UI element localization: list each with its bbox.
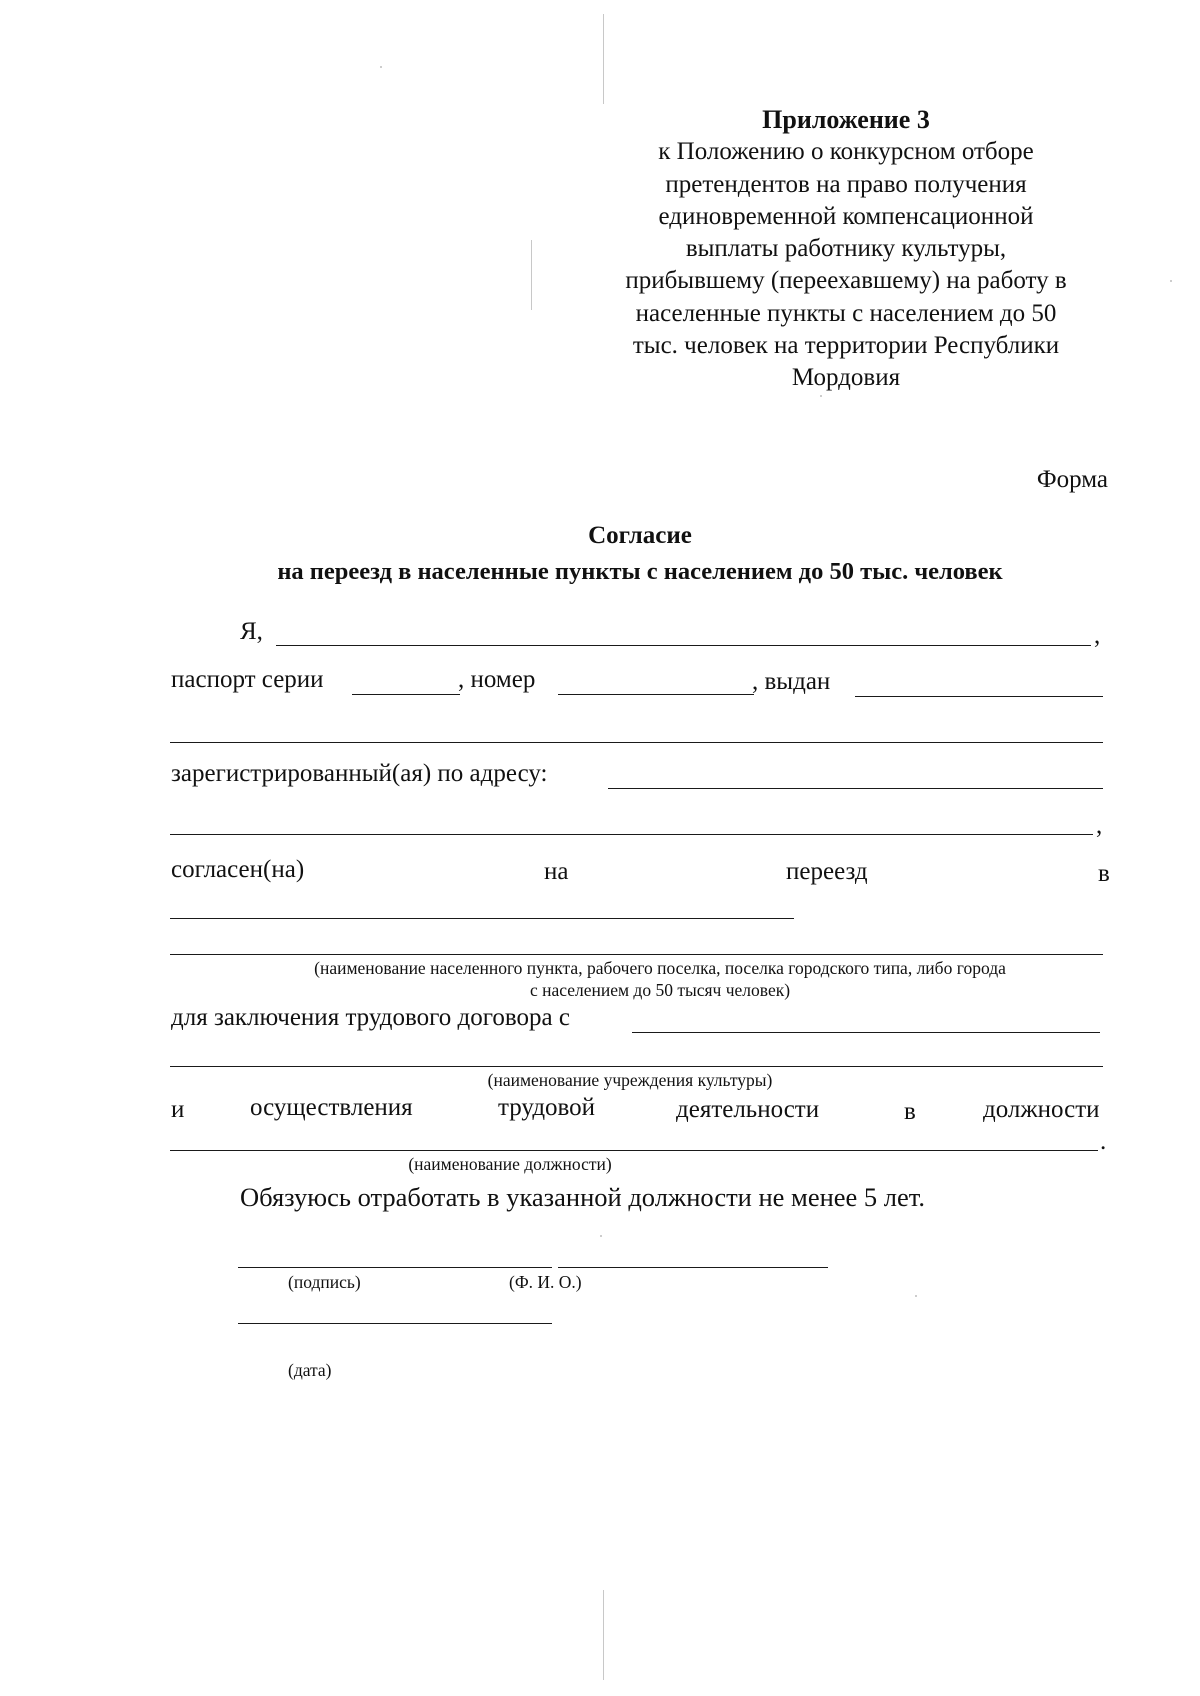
activity-word: деятельности xyxy=(676,1096,820,1123)
signature-hint: (подпись) xyxy=(288,1272,361,1292)
passport-series-field[interactable] xyxy=(352,694,460,695)
agree-word: в xyxy=(1098,860,1110,887)
address-field-continued[interactable] xyxy=(170,834,1093,835)
full-name-field[interactable] xyxy=(276,645,1091,646)
date-hint: (дата) xyxy=(288,1360,332,1380)
settlement-field-continued[interactable] xyxy=(170,954,1103,955)
institution-field-continued[interactable] xyxy=(170,1066,1103,1067)
date-field[interactable] xyxy=(238,1323,552,1324)
ya-label: Я, xyxy=(240,618,263,645)
scan-speck xyxy=(915,1295,917,1297)
passport-series-label: паспорт серии xyxy=(171,666,324,693)
appendix-line: к Положению о конкурсном отборе xyxy=(658,138,1034,166)
fio-hint: (Ф. И. О.) xyxy=(509,1272,582,1292)
agree-word: на xyxy=(544,858,569,885)
activity-word: трудовой xyxy=(498,1094,596,1121)
registered-address-label: зарегистрированный(ая) по адресу: xyxy=(171,760,548,787)
institution-hint: (наименование учреждения культуры) xyxy=(487,1070,773,1090)
comma: , xyxy=(1094,622,1101,649)
signature-field[interactable] xyxy=(238,1267,552,1268)
appendix-line: прибывшему (переехавшему) на работу в xyxy=(625,267,1067,295)
appendix-line: тыс. человек на территории Республики xyxy=(632,332,1060,360)
period: . xyxy=(1100,1128,1107,1155)
contract-label: для заключения трудового договора с xyxy=(171,1004,570,1031)
fio-field[interactable] xyxy=(558,1267,828,1268)
address-field[interactable] xyxy=(608,788,1103,789)
activity-word: должности xyxy=(983,1096,1100,1123)
agree-word: согласен(на) xyxy=(171,856,305,883)
settlement-field[interactable] xyxy=(170,918,794,919)
appendix-line: населенные пункты с населением до 50 xyxy=(635,299,1057,327)
settlement-hint: (наименование населенного пункта, рабочего поселка, поселка городского типа, либо города xyxy=(314,958,1006,978)
activity-word: и xyxy=(171,1096,185,1123)
document-subtitle: на переезд в населенные пункты с населением до 50 тыс. человек xyxy=(277,558,1003,585)
appendix-line: выплаты работнику культуры, xyxy=(685,235,1007,263)
scan-speck xyxy=(600,1235,602,1237)
passport-issued-field-continued[interactable] xyxy=(170,742,1103,743)
scan-speck xyxy=(1170,280,1172,282)
scan-speck xyxy=(820,395,822,397)
settlement-hint: с населением до 50 тысяч человек) xyxy=(529,980,791,1000)
agree-word: переезд xyxy=(786,858,868,885)
position-hint: (наименование должности) xyxy=(408,1154,612,1174)
position-field[interactable] xyxy=(170,1150,1098,1151)
appendix-line: претендентов на право получения xyxy=(665,170,1027,198)
appendix-line: Мордовия xyxy=(791,364,901,392)
comma: , xyxy=(1096,812,1103,839)
scan-fold-mark xyxy=(603,1590,604,1680)
appendix-heading: Приложение 3 xyxy=(762,105,930,134)
scan-fold-mark xyxy=(603,14,604,104)
document-title: Согласие xyxy=(588,522,692,549)
institution-field[interactable] xyxy=(632,1032,1100,1033)
obligation-text: Обязуюсь отработать в указанной должности не менее 5 лет. xyxy=(240,1182,925,1212)
form-label: Форма xyxy=(1036,466,1108,493)
passport-issued-field[interactable] xyxy=(855,696,1103,697)
appendix-block xyxy=(586,104,1106,395)
scan-fold-mark xyxy=(531,240,532,310)
passport-issued-label: , выдан xyxy=(752,668,831,695)
activity-word: осуществления xyxy=(250,1094,413,1121)
scan-speck xyxy=(380,66,382,68)
activity-word: в xyxy=(904,1098,916,1125)
appendix-line: единовременной компенсационной xyxy=(658,202,1034,230)
passport-number-label: , номер xyxy=(458,666,536,693)
passport-number-field[interactable] xyxy=(558,694,754,695)
